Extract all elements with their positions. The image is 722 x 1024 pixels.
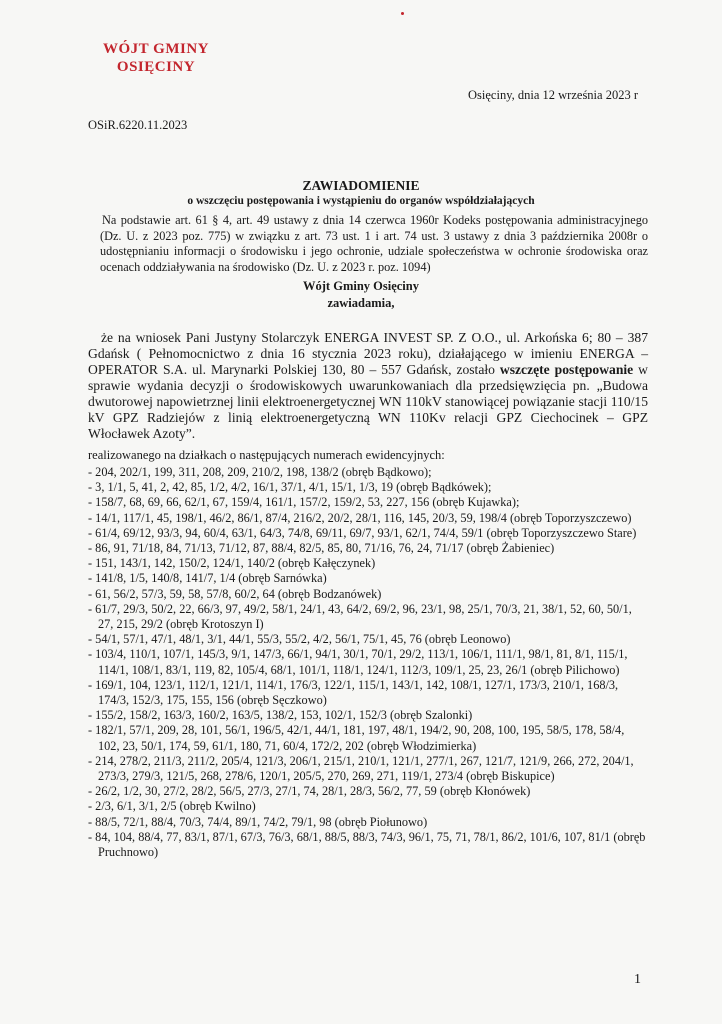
- plot-item: - 103/4, 110/1, 107/1, 145/3, 9/1, 147/3, 66/1, 94/1, 30/1, 70/1, 29/2, 113/1, 106/1, 111/1, 98/1, 81, 8/1, 115/1, 114/1, 108/1, 83/1, 119, 82, 105/4, 68/1, 101/1, 118/1, 124/1, 112/3, 109/1, 25, 23, 26/1 (obręb Pilichowo): [88, 647, 628, 677]
- notice-body: [88, 330, 648, 442]
- document-title: ZAWIADOMIENIE: [302, 178, 420, 193]
- notice-body-emphasis: wszczęte postępowanie: [499, 362, 634, 377]
- notice-body-part-1: że na wniosek Pani Justyny Stolarczyk ENERGA INVEST SP. Z O.O., ul. Arkońska 6; 80 – 387 Gdańsk ( Pełnomocnictwo z dnia 16 stycznia 2023 roku), działającego w imieniu ENERGA – OPERATOR S.A. ul. Marynarki Polskiej 130, 80 – 557 Gdańsk, zostało: [88, 330, 648, 377]
- plot-item: - 204, 202/1, 199, 311, 208, 209, 210/2, 198, 138/2 (obręb Bądkowo);: [88, 465, 432, 479]
- place-date: Osięciny, dnia 12 września 2023 r: [468, 88, 638, 102]
- stamp-line-1: WÓJT GMINY: [103, 41, 209, 57]
- plot-item: - 151, 143/1, 142, 150/2, 124/1, 140/2 (obręb Kałęczynek): [88, 556, 376, 571]
- plot-item: - 84, 104, 88/4, 77, 83/1, 87/1, 67/3, 76/3, 68/1, 88/5, 88/3, 74/3, 96/1, 75, 71, 78/1, 86/2, 101/6, 107, 81/1 (obręb Pruchnowo): [88, 829, 646, 860]
- plot-item: - 61/7, 29/3, 50/2, 22, 66/3, 97, 49/2, 58/1, 24/1, 43, 64/2, 69/2, 96, 23/1, 98, 25/1, 70/3, 21, 38/1, 52, 60, 50/1, 27, 215, 29/2 (obręb Krotoszyn I): [88, 601, 632, 632]
- plot-item: - 158/7, 68, 69, 66, 62/1, 67, 159/4, 161/1, 157/2, 159/2, 53, 227, 156 (obręb Kujawka);: [88, 495, 520, 510]
- plot-item: - 26/2, 1/2, 30, 27/2, 28/2, 56/5, 27/3, 27/1, 74, 28/1, 28/3, 56/2, 77, 59 (obręb Kłonówek): [88, 784, 531, 799]
- page-number: 1: [634, 972, 641, 987]
- issuer-stamp: [88, 40, 224, 76]
- plot-item: - 86, 91, 71/18, 84, 71/13, 71/12, 87, 88/4, 82/5, 85, 80, 71/16, 76, 24, 71/17 (obręb Żabieniec): [88, 541, 555, 556]
- ink-dot: [401, 12, 404, 15]
- legal-basis-paragraph: Na podstawie art. 61 § 4, art. 49 ustawy z dnia 14 czerwca 1960r Kodeks postępowania administracyjnego (Dz. U. z 2023 poz. 775) w związku z art. 73 ust. 1 i art. 74 ust. 3 ustawy z dnia 3 października 2008r o udostępnianiu informacji o środowisku i jego ochronie, udziale społeczeństwa w ochronie środowiska oraz ocenach oddziaływania na środowisko (Dz. U. z 2023 r. poz. 1094): [100, 213, 648, 274]
- document-subtitle: o wszczęciu postępowania i wystąpieniu do organów współdziałających: [187, 195, 535, 207]
- plot-item: - 155/2, 158/2, 163/3, 160/2, 163/5, 138/2, 153, 102/1, 152/3 (obręb Szalonki): [88, 708, 473, 723]
- plot-item: - 169/1, 104, 123/1, 112/1, 121/1, 114/1, 176/3, 122/1, 115/1, 143/1, 142, 108/1, 127/1, 173/3, 210/1, 168/3, 174/3, 152/3, 175, 155, 156 (obręb Sęczkowo): [88, 677, 619, 708]
- authority-name: Wójt Gminy Osięciny: [303, 279, 419, 293]
- notice-body-part-2: w sprawie wydania decyzji o środowiskowych uwarunkowaniach dla przedsięwzięcia pn. „Budowa dwutorowej napowietrznej linii elektroenergetycznej WN 110kV stanowiącej powiązanie stacji 110/15 kV GPZ Radziejów z linią elektroenergetyczną WN 110Kv relacji GPZ Ciechocinek – GPZ Włocławek Azoty”.: [88, 362, 648, 441]
- stamp-line-2: OSIĘCINY: [116, 59, 196, 75]
- plot-item: - 88/5, 72/1, 88/4, 70/3, 74/4, 89/1, 74/2, 79/1, 98 (obręb Piołunowo): [88, 814, 428, 829]
- plot-item: - 182/1, 57/1, 209, 28, 101, 56/1, 196/5, 42/1, 44/1, 181, 197, 48/1, 194/2, 90, 208, 100, 195, 58/5, 178, 58/4, 102, 23, 50/1, 174, 59, 61/1, 180, 71, 60/4, 172/2, 202 (obręb Włodzimierka): [88, 723, 625, 753]
- plots-intro: realizowanego na działkach o następujących numerach ewidencyjnych:: [88, 448, 445, 462]
- plot-item: - 54/1, 57/1, 47/1, 48/1, 3/1, 44/1, 55/3, 55/2, 4/2, 56/1, 75/1, 45, 76 (obręb Leonowo): [88, 632, 511, 647]
- plot-item: - 214, 278/2, 211/3, 211/2, 205/4, 121/3, 206/1, 215/1, 210/1, 121/1, 277/1, 267, 121/7, 121/9, 266, 272, 204/1, 273/3, 279/3, 121/5, 268, 278/6, 120/1, 205/5, 270, 269, 271, 119/1, 273/4 (obręb Biskupice): [88, 753, 634, 784]
- plot-item: - 141/8, 1/5, 140/8, 141/7, 1/4 (obręb Sarnówka): [88, 571, 327, 586]
- plot-item: - 3, 1/1, 5, 41, 2, 42, 85, 1/2, 4/2, 16/1, 37/1, 4/1, 15/1, 1/3, 19 (obręb Bądkówek);: [88, 480, 492, 495]
- plot-item: - 14/1, 117/1, 45, 198/1, 46/2, 86/1, 87/4, 216/2, 20/2, 28/1, 116, 145, 20/3, 59, 198/4 (obręb Toporzyszczewo): [88, 510, 632, 525]
- informs-statement: zawiadamia,: [327, 296, 395, 310]
- plot-item: - 2/3, 6/1, 3/1, 2/5 (obręb Kwilno): [88, 799, 256, 814]
- plot-list: [88, 465, 648, 860]
- plot-item: - 61, 56/2, 57/3, 59, 58, 57/8, 60/2, 64 (obręb Bodzanówek): [88, 586, 382, 601]
- case-reference: OSiR.6220.11.2023: [88, 118, 188, 132]
- plot-item: - 61/4, 69/12, 93/3, 94, 60/4, 63/1, 64/3, 74/8, 69/11, 69/7, 93/1, 62/1, 74/4, 59/1 (obręb Toporzyszczewo Stare): [88, 525, 637, 540]
